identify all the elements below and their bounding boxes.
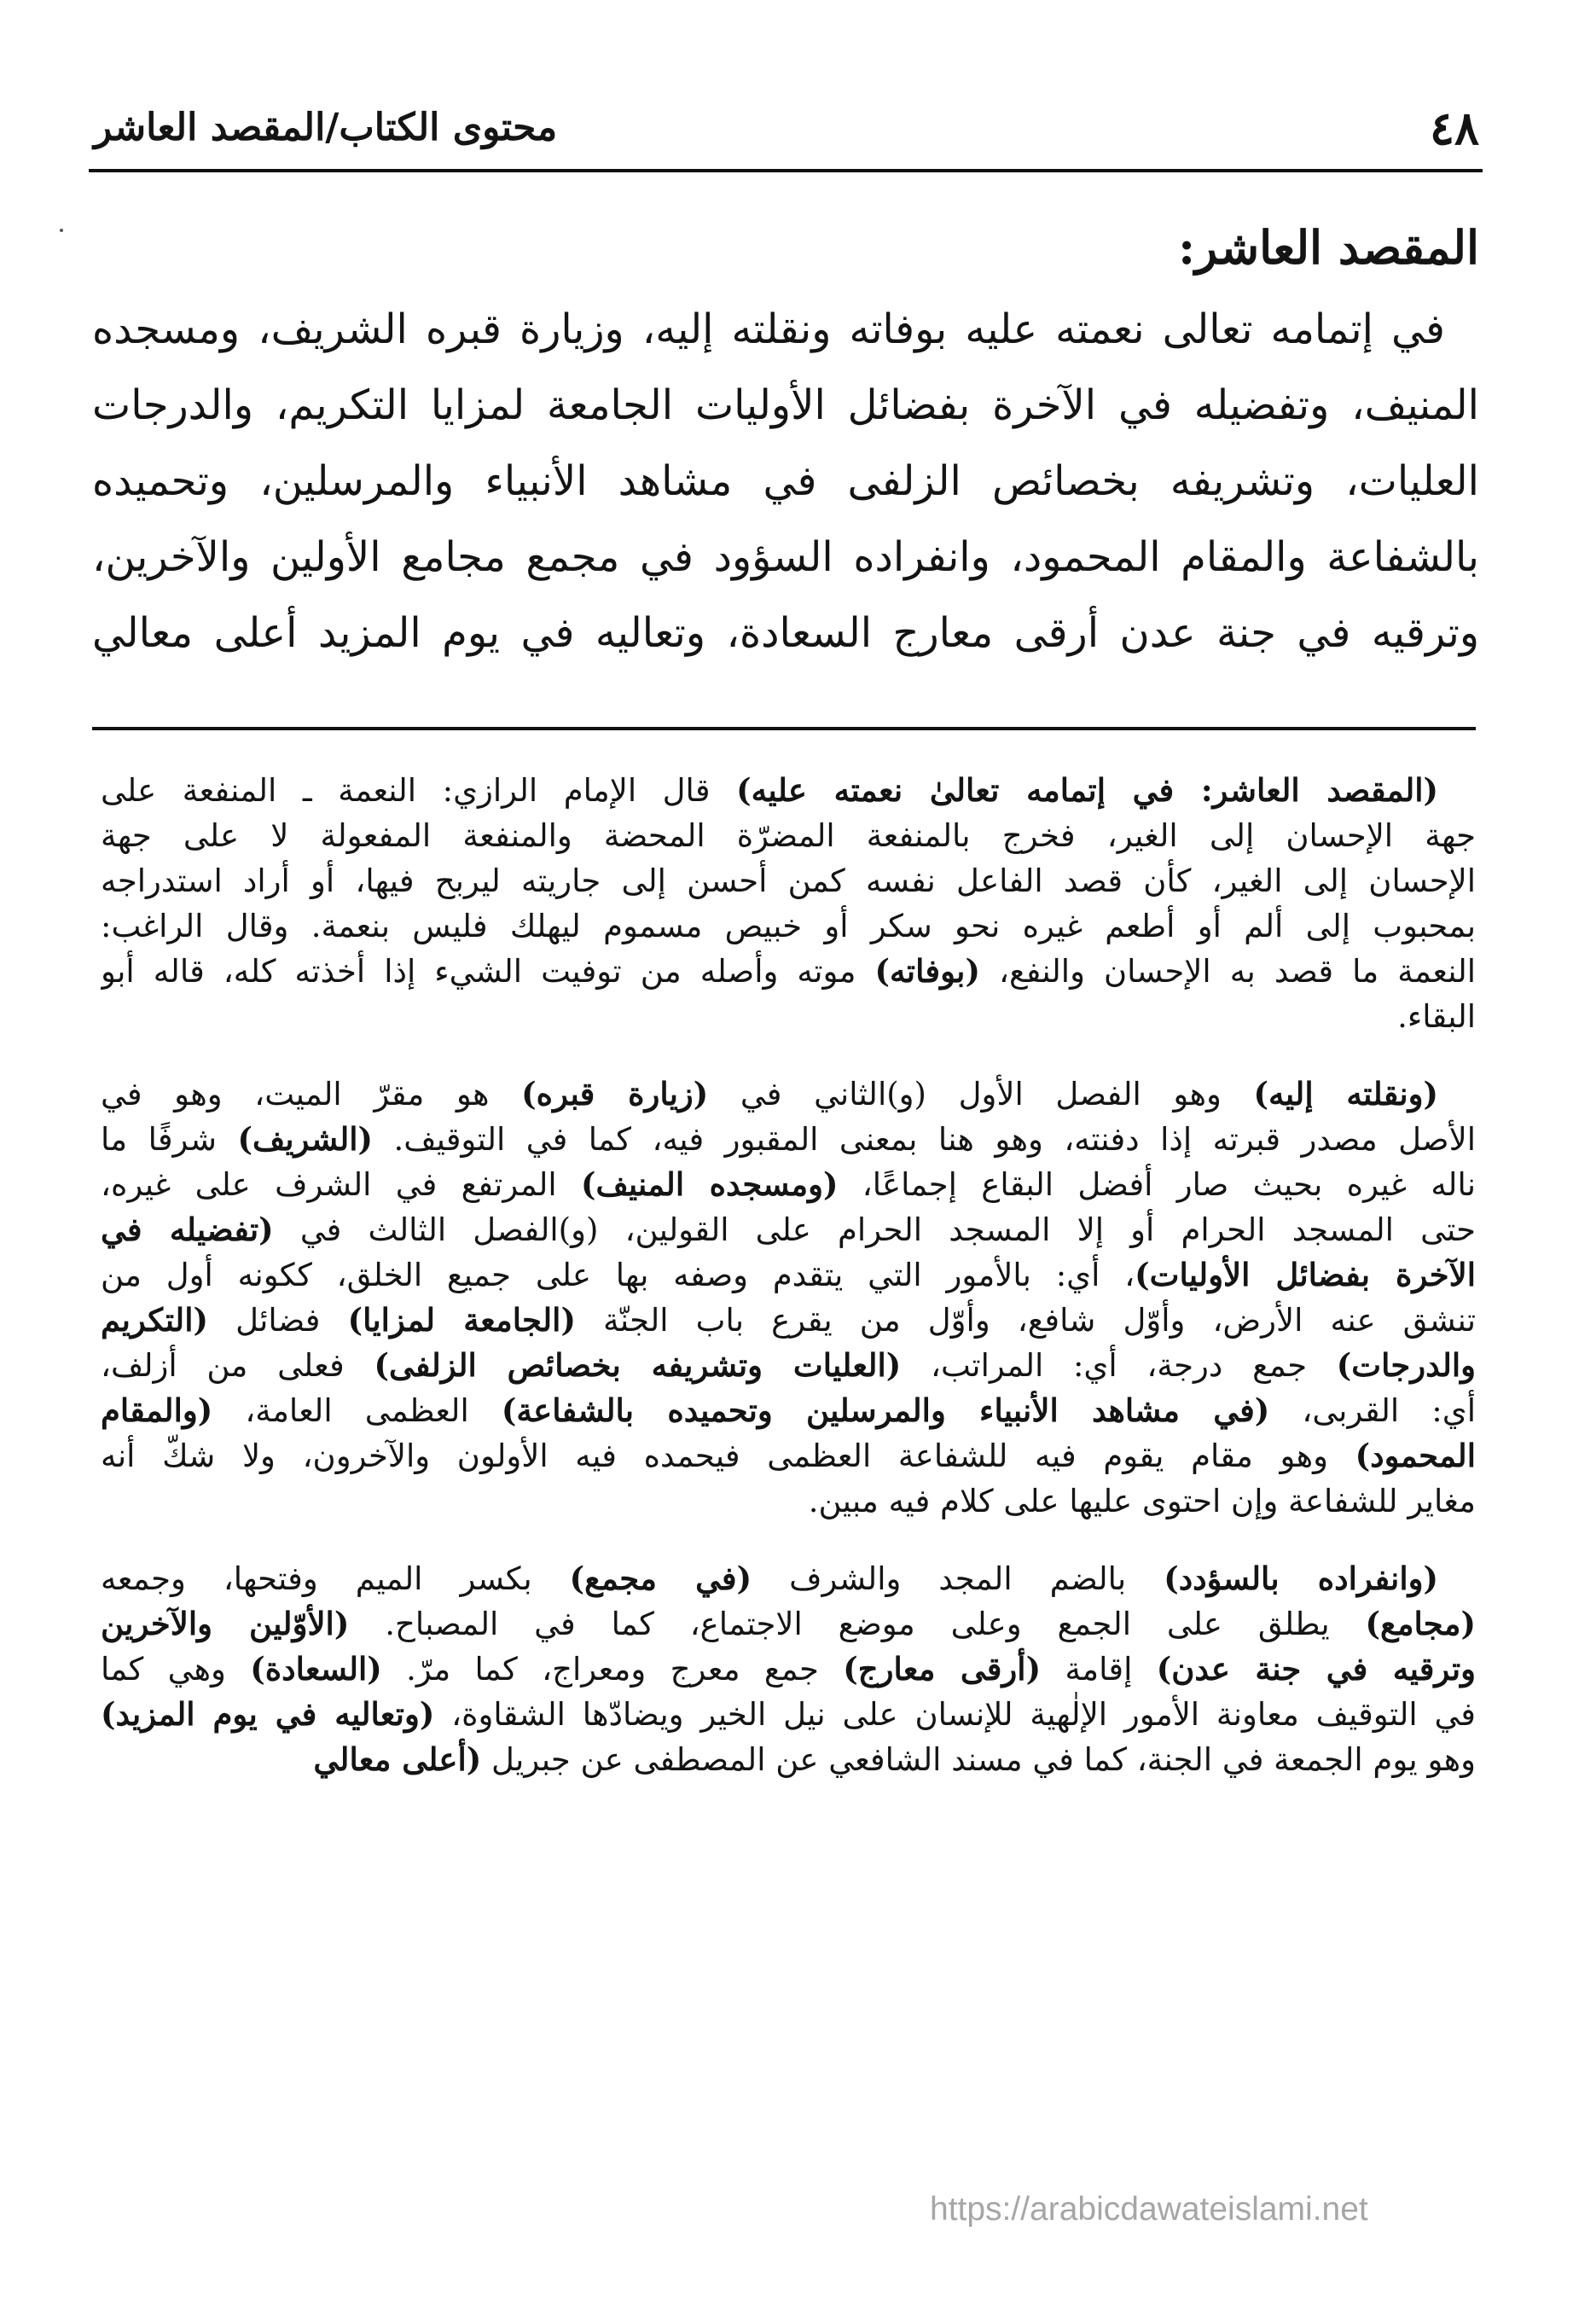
commentary-line (101, 1479, 1476, 1524)
quoted-matn-text: (الشريف) (237, 1120, 374, 1158)
commentary-text: تنشق عنه الأرض، وأوّل شافع، وأوّل من يقرع باب الجنّة (575, 1302, 1476, 1339)
scan-speck (60, 229, 63, 232)
quoted-matn-text: الآخرة بفضائل الأوليات) (1135, 1256, 1476, 1293)
commentary-text: يطلق على الجمع وعلى موضع الاجتماع، كما في المصباح. (349, 1606, 1366, 1642)
commentary-text: النعمة ما قصد به الإحسان والنفع، (980, 953, 1476, 990)
commentary-text: الإحسان إلى الغير، كأن قصد الفاعل نفسه كمن أحسن إلى جاريته ليربح فيها، أو أراد استدراجه (101, 863, 1476, 899)
main-text-line: في إتمامه تعالى نعمته عليه بوفاته ونقلته إليه، وزيارة قبره الشريف، ومسجده (92, 305, 1446, 353)
commentary-text: إقامة (1041, 1651, 1157, 1688)
quoted-matn-text: (ومسجده المنيف) (581, 1165, 839, 1203)
main-text-line: بالشفاعة والمقام المحمود، وانفراده السؤود في مجمع مجامع الأولين والآخرين، (92, 533, 1479, 581)
quoted-matn-text: (في مشاهد الأنبياء والمرسلين وتحميده بالشفاعة) (501, 1391, 1270, 1429)
quoted-matn-text: (تفضيله في (101, 1211, 274, 1248)
commentary-text: وهو الفصل الأول (و)الثاني في (708, 1076, 1254, 1113)
commentary-text: بكسر الميم وفتحها، وجمعه (101, 1560, 570, 1597)
commentary-line (101, 858, 1476, 903)
quoted-matn-text: (في مجمع) (569, 1560, 752, 1597)
commentary-line (101, 1162, 1476, 1207)
quoted-matn-text: المحمود) (1355, 1437, 1476, 1474)
commentary-line (101, 903, 1476, 949)
commentary-text: بمحبوب إلى ألم أو أطعم غيره نحو سكر أو خبيص مسموم ليهلك فليس بنعمة. وقال الراغب: (101, 908, 1476, 944)
commentary-text: وهو يوم الجمعة في الجنة، كما في مسند الشافعي عن المصطفى عن جبريل (481, 1741, 1476, 1778)
commentary-text: وهو مقام يقوم فيه للشفاعة العظمى فيحمده فيه الأولون والآخرون، ولا شكّ أنه (101, 1438, 1355, 1474)
running-title: محتوى الكتاب/المقصد العاشر (94, 106, 558, 149)
commentary-text: العظمى العامة، (212, 1392, 502, 1429)
commentary-line (101, 994, 1476, 1039)
commentary-line (101, 1433, 1476, 1479)
commentary-rule (92, 727, 1476, 730)
commentary-text: المرتفع في الشرف على غيره، (101, 1166, 582, 1203)
commentary-line (101, 1647, 1476, 1692)
main-text-line: وترقيه في جنة عدن أرقى معارج السعادة، وتعاليه في يوم المزيد أعلى معالي (92, 609, 1479, 657)
commentary-text: جهة الإحسان إلى الغير، فخرج بالمنفعة المضرّة المحضة والمنفعة المفعولة لا على جهة (101, 817, 1476, 854)
quoted-matn-text: (الجامعة لمزايا) (347, 1301, 576, 1339)
quoted-matn-text: (والمقام (101, 1391, 213, 1429)
commentary-text: ، أي: بالأمور التي يتقدم وصفه بها على جميع الخلق، ككونه أول من (101, 1257, 1135, 1293)
quoted-matn-text: وترقيه في جنة عدن) (1156, 1650, 1476, 1688)
quoted-matn-text: (مجامع) (1365, 1605, 1476, 1642)
commentary-text: حتى المسجد الحرام أو إلا المسجد الحرام على القولين، (و)الفصل الثالث في (273, 1211, 1476, 1248)
commentary-line (101, 1556, 1476, 1601)
commentary-line (101, 1207, 1476, 1252)
commentary-text: في التوقيف معاونة الأمور الإلٰهية للإنسان على نيل الخير ويضادّها الشقاوة، (434, 1696, 1476, 1733)
commentary-line (101, 1252, 1476, 1298)
commentary-line (101, 1298, 1476, 1343)
commentary-paragraph (101, 768, 1476, 1039)
quoted-matn-text: (المقصد العاشر: في إتمامه تعالىٰ نعمته عليه) (736, 771, 1439, 809)
commentary-text: فعلى من أزلف، (101, 1347, 374, 1384)
commentary-text: هو مقرّ الميت، وهو في (101, 1076, 522, 1113)
commentary-line (101, 768, 1476, 813)
commentary-paragraph (101, 1072, 1476, 1524)
commentary-text: بالضم المجد والشرف (752, 1560, 1164, 1597)
commentary-text: فضائل (208, 1302, 348, 1339)
quoted-matn-text: (أعلى معالي (313, 1740, 482, 1778)
commentary-line (101, 1692, 1476, 1737)
commentary-text: مغاير للشفاعة وإن احتوى عليها على كلام فيه مبين. (808, 1483, 1476, 1519)
quoted-matn-text: (العليات وتشريفه بخصائص الزلفى) (374, 1346, 902, 1384)
header-rule (89, 169, 1483, 172)
main-text (92, 208, 1479, 671)
commentary-text: قال الإمام الرازي: النعمة ـ المنفعة على (101, 772, 737, 809)
commentary-line (101, 813, 1476, 858)
quoted-matn-text: (ونقلته إليه) (1253, 1075, 1438, 1113)
quoted-matn-text: والدرجات) (1336, 1346, 1476, 1384)
page-number: ٤٨ (1429, 101, 1479, 155)
commentary-line (101, 949, 1476, 994)
watermark: https://arabicdawateislami.net (930, 2191, 1368, 2228)
commentary-text: ناله غيره بحيث صار أفضل البقاع إجماعًا، (838, 1166, 1476, 1203)
running-header (94, 94, 1479, 162)
quoted-matn-text: (التكريم (101, 1301, 208, 1339)
commentary-text: وهي كما (101, 1651, 251, 1688)
quoted-matn-text: (السعادة) (250, 1650, 382, 1688)
commentary-text: شرفًا ما (101, 1121, 238, 1158)
main-text-line: المنيف، وتفضيله في الآخرة بفضائل الأوليات الجامعة لمزايا التكريم، والدرجات (92, 381, 1479, 429)
commentary-text: جمع درجة، أي: المراتب، (901, 1347, 1337, 1384)
commentary-text: أي: القربى، (1269, 1392, 1476, 1429)
commentary-text: البقاء. (1397, 998, 1476, 1035)
commentary-text: جمع معرج ومعراج، كما مرّ. (381, 1651, 844, 1688)
commentary-paragraph (101, 1556, 1476, 1782)
commentary-line (101, 1388, 1476, 1433)
section-heading: المقصد العاشر: (1178, 220, 1479, 275)
commentary-line (101, 1117, 1476, 1162)
commentary-line (101, 1601, 1476, 1647)
quoted-matn-text: (بوفاته) (874, 952, 980, 990)
commentary-text: الأصل مصدر قبرته إذا دفنته، وهو هنا بمعنى المقبور فيه، كما في التوقيف. (373, 1121, 1476, 1158)
quoted-matn-text: (وانفراده بالسؤدد) (1164, 1560, 1438, 1597)
quoted-matn-text: (زيارة قبره) (521, 1075, 709, 1113)
commentary-line (101, 1737, 1476, 1782)
quoted-matn-text: (وتعاليه في يوم المزيد) (101, 1695, 435, 1733)
commentary-line (101, 1072, 1476, 1117)
quoted-matn-text: (الأوّلين والآخرين (101, 1605, 350, 1642)
quoted-matn-text: (أرقى معارج) (843, 1650, 1042, 1688)
commentary-line (101, 1343, 1476, 1388)
commentary-text: موته وأصله من توفيت الشيء إذا أخذته كله، قاله أبو (101, 953, 875, 990)
main-text-line: العليات، وتشريفه بخصائص الزلفى في مشاهد الأنبياء والمرسلين، وتحميده (92, 457, 1479, 505)
commentary (101, 768, 1476, 1815)
